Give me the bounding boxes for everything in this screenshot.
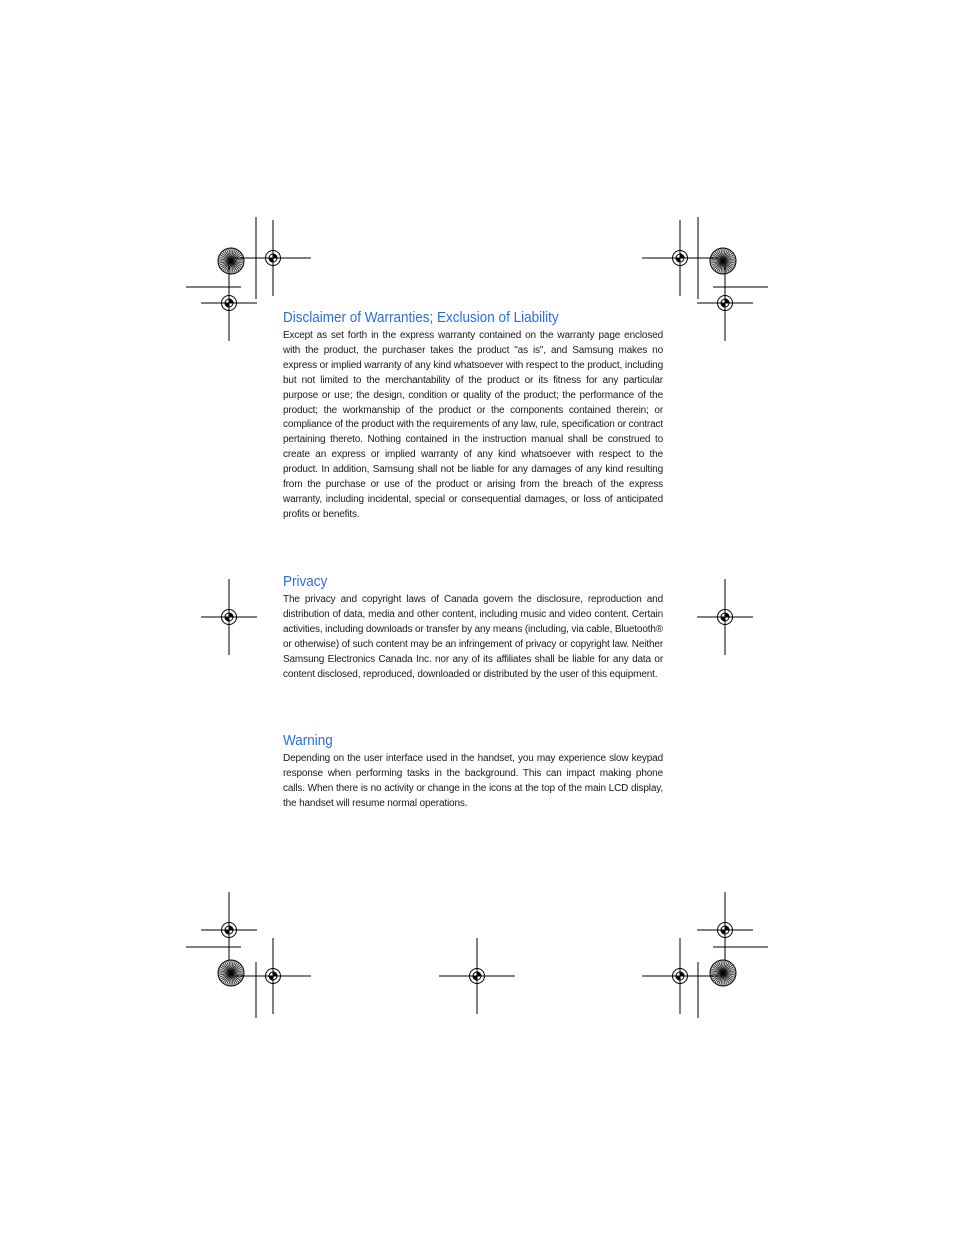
warning-section	[283, 732, 663, 812]
registration-target-icon	[235, 220, 311, 296]
registration-target-icon	[201, 579, 257, 655]
registration-target-icon	[697, 892, 753, 968]
privacy-heading: Privacy	[283, 573, 328, 590]
starburst-mark-icon	[710, 960, 736, 986]
registration-target-icon	[642, 938, 718, 1014]
registration-target-icon	[697, 579, 753, 655]
warning-heading: Warning	[283, 732, 333, 749]
privacy-section	[283, 573, 663, 682]
disclaimer-section	[283, 309, 663, 523]
registration-target-icon	[201, 892, 257, 968]
privacy-body: The privacy and copyright laws of Canada govern the disclosure, reproduction and distribution of data, media and other content, including music and video content. Certain activities, including downloads or transfer by any means (including, via cable, Bluetooth® or otherwise) of such content may be an infringement of privacy or copyright law. Neither Samsung Electronics Canada Inc. nor any of its affiliates shall be liable for any data or content disclosed, reproduced, downloaded or distributed by the user of this equipment.	[283, 594, 663, 680]
starburst-mark-icon	[710, 248, 736, 274]
starburst-mark-icon	[218, 248, 244, 274]
registration-target-icon	[642, 220, 718, 296]
warning-body: Depending on the user interface used in the handset, you may experience slow keypad response when performing tasks in the background. This can impact making phone calls. When there is no activity or change in the icons at the top of the main LCD display, the handset will resume normal operations.	[283, 753, 663, 809]
disclaimer-body: Except as set forth in the express warranty contained on the warranty page enclosed with the product, the purchaser takes the product "as is", and Samsung makes no express or implied warranty of any kind whatsoever with respect to the product, including but not limited to the merchantability of the product or its fitness for any particular purpose or use; the design, condition or quality of the product; the performance of the product; the workmanship of the product or the components contained therein; or compliance of the product with the requirements of any law, rule, specification or contract pertaining thereto. Nothing contained in the instruction manual shall be construed to create an express or implied warranty of any kind whatsoever with respect to the product. In addition, Samsung shall not be liable for any damages of any kind resulting from the purchase or use of the product or arising from the breach of the express warranty, including incidental, special or consequential damages, or loss of anticipated profits or benefits.	[283, 330, 663, 520]
disclaimer-heading: Disclaimer of Warranties; Exclusion of Liability	[283, 309, 559, 326]
registration-target-icon	[439, 938, 515, 1014]
registration-target-icon	[697, 265, 753, 341]
registration-target-icon	[201, 265, 257, 341]
starburst-mark-icon	[218, 960, 244, 986]
registration-target-icon	[235, 938, 311, 1014]
